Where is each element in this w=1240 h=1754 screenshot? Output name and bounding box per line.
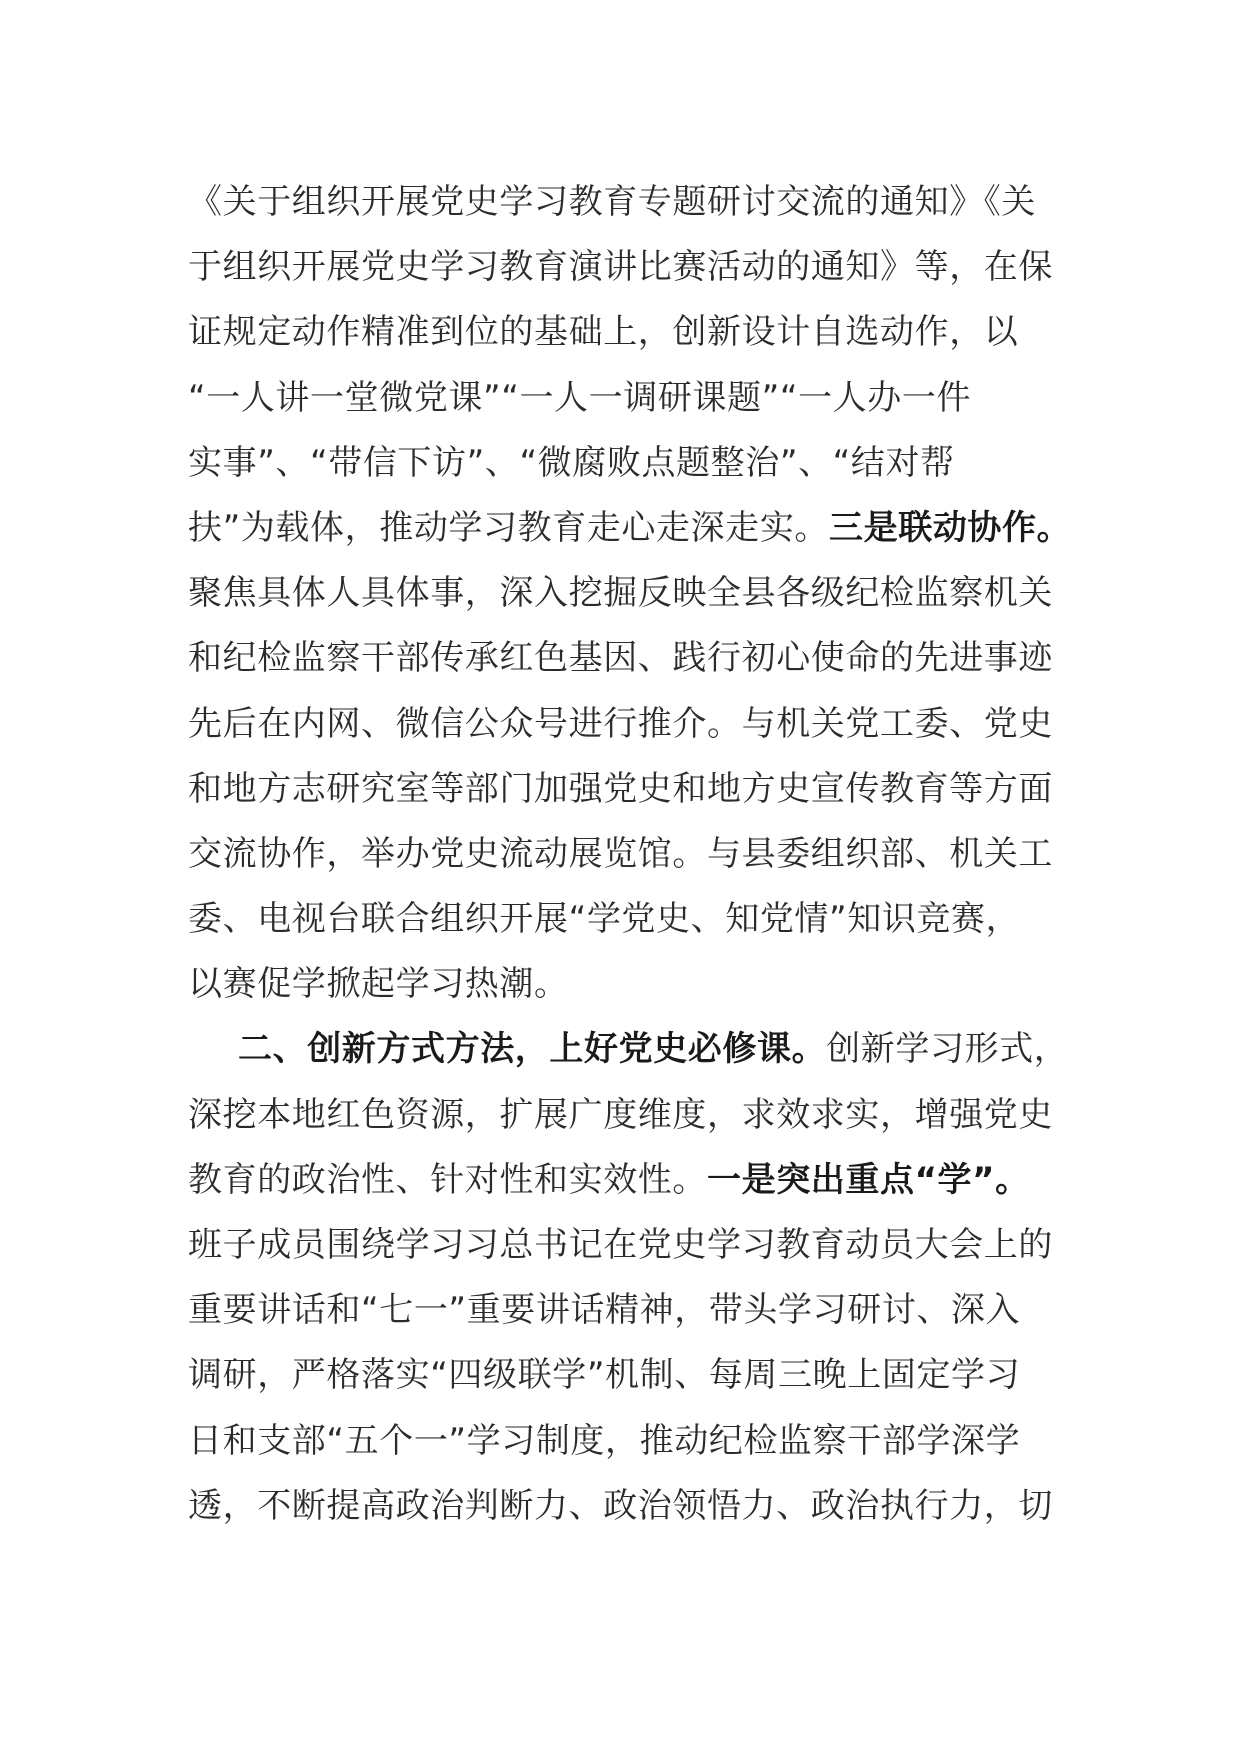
- body-text-run: 以赛促学掀起学习热潮。: [188, 964, 569, 1005]
- text-line: [188, 561, 1068, 626]
- text-line: [188, 1409, 1068, 1474]
- text-line: [188, 496, 1072, 561]
- text-line: [188, 1343, 1068, 1408]
- body-text-run: 聚焦具体人具体事，深入挖掘反映全县各级纪检监察机关: [188, 573, 1053, 614]
- body-text-run: 扶”为载体，推动学习教育走心走深走实。: [188, 507, 830, 548]
- body-text-run: 创新学习形式，: [826, 1029, 1069, 1070]
- text-line: [188, 1278, 1068, 1343]
- text-line: [188, 757, 1068, 822]
- body-text: [188, 170, 1072, 1539]
- body-text-run: 先后在内网、微信公众号进行推介。与机关党工委、党史: [188, 703, 1053, 744]
- bold-heading-text: 二、创新方式方法，上好党史必修课。: [238, 1029, 827, 1070]
- body-text-run: 交流协作，举办党史流动展览馆。与县委组织部、机关工: [188, 833, 1053, 874]
- text-line: [188, 887, 1068, 952]
- body-text-run: 重要讲话和“七一”重要讲话精神，带头学习研讨、深入: [188, 1290, 1021, 1331]
- text-line: [188, 431, 1068, 496]
- body-text-run: 《关于组织开展党史学习教育专题研讨交流的通知》《关: [188, 182, 1036, 222]
- body-text-run: 透，不断提高政治判断力、政治领悟力、政治执行力，切: [188, 1485, 1053, 1526]
- body-text-run: 证规定动作精准到位的基础上，创新设计自选动作，以: [188, 312, 1019, 353]
- body-text-run: 教育的政治性、针对性和实效性。: [188, 1159, 707, 1200]
- bold-heading-text: 三是联动协作。: [829, 507, 1072, 548]
- body-text-run: 和地方志研究室等部门加强党史和地方史宣传教育等方面: [188, 768, 1053, 809]
- body-text-run: 班子成员围绕学习习总书记在党史学习教育动员大会上的: [188, 1225, 1053, 1265]
- text-line: [188, 1474, 1068, 1539]
- text-line: [188, 170, 1068, 235]
- bold-heading-text: 一是突出重点“学”。: [707, 1159, 1030, 1200]
- body-text-run: 深挖本地红色资源，扩展广度维度，求效求实，增强党史: [188, 1094, 1053, 1135]
- body-text-run: 调研，严格落实“四级联学”机制、每周三晚上固定学习: [188, 1355, 1021, 1396]
- body-text-run: 和纪检监察干部传承红色基因、践行初心使命的先进事迹: [188, 638, 1053, 679]
- text-line: [188, 626, 1068, 691]
- body-text-run: 于组织开展党史学习教育演讲比赛活动的通知》等，在保: [188, 247, 1053, 288]
- body-text-run: “一人讲一堂微党课”“一人一调研课题”“一人办一件: [188, 377, 972, 418]
- text-line: [188, 300, 1068, 365]
- text-line: [188, 1213, 1068, 1278]
- text-line: [188, 822, 1068, 887]
- text-line: [188, 235, 1068, 300]
- body-text-run: 委、电视台联合组织开展“学党史、知党情”知识竞赛，: [188, 899, 1021, 940]
- text-line: [188, 1083, 1068, 1148]
- paragraph-first-line: [188, 1017, 1068, 1082]
- text-line: [188, 952, 1068, 1017]
- text-line: [188, 1148, 1068, 1213]
- body-text-run: 日和支部“五个一”学习制度，推动纪检监察干部学深学: [188, 1420, 1021, 1461]
- body-text-run: 实事”、“带信下访”、“微腐败点题整治”、“结对帮: [188, 442, 955, 483]
- text-line: [188, 366, 1068, 431]
- text-line: [188, 692, 1068, 757]
